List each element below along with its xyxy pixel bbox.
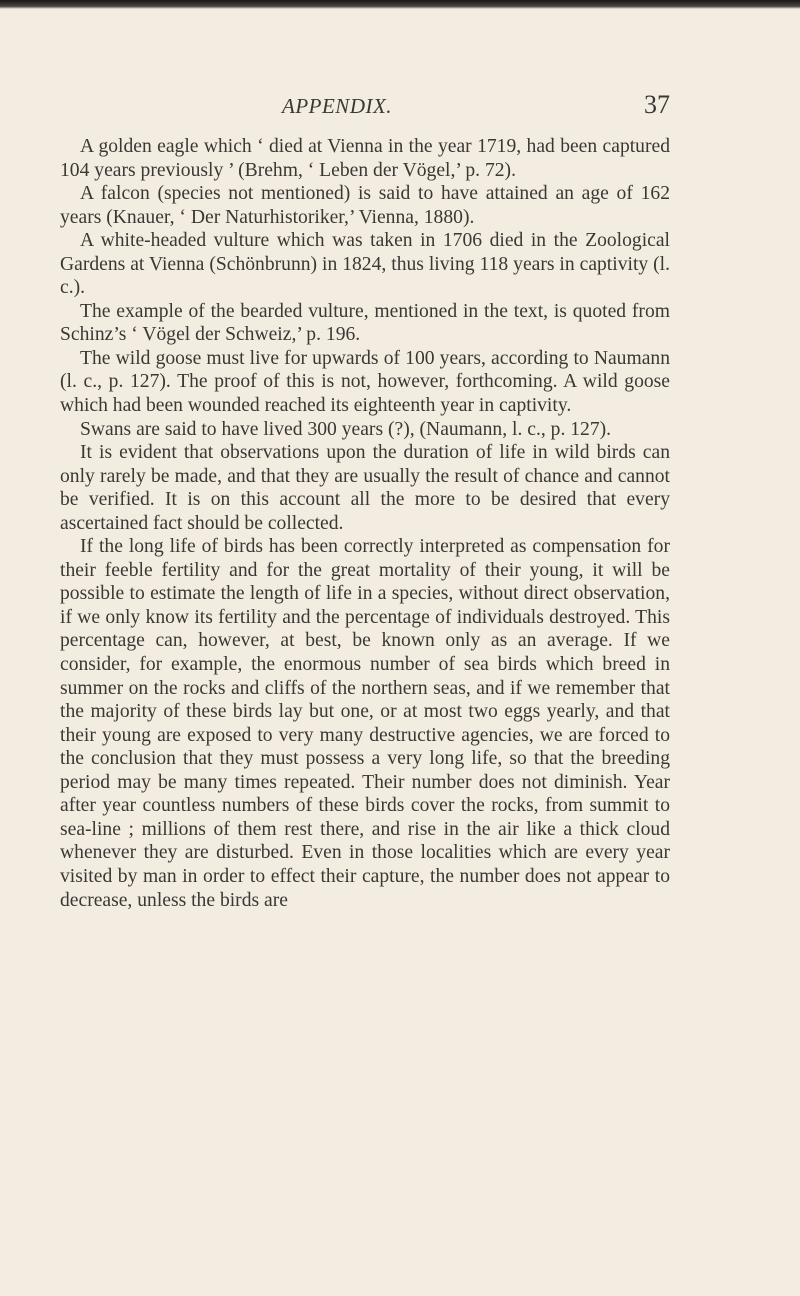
paragraph-vulture: A white-headed vulture which was taken in 1706 died in the Zoological Gardens at Vienna (Schönbrunn) in 1824, thus living 118 years in captivity (l. c.). [60, 230, 670, 299]
paragraph-long-life: If the long life of birds has been correctly interpreted as compensation for their feeble fertility and for the great mortality of their young, it will be possible to estimate the length of life in a species, without direct observation, if we only know its fertility and the percentage of individuals destroyed. This percentage can, however, at best, be known only as an average. If we consider, for example, the enormous number of sea birds which breed in summer on the rocks and cliffs of the northern seas, and if we remember that the majority of these birds lay but one, or at most two eggs yearly, and that their young are exposed to very many destructive agencies, we are forced to the conclusion that they must possess a very long life, so that the breeding period may be many times repeated. Their number does not diminish. Year after year countless numbers of these birds cover the rocks, from summit to sea-line ; millions of them rest there, and rise in the air like a thick cloud whenever they are disturbed. Even in those localities which are every year visited by man in order to effect their capture, the number does not appear to decrease, unless the birds are [60, 536, 670, 911]
book-page [60, 90, 670, 912]
paragraph-falcon: A falcon (species not mentioned) is said to have attained an age of 162 years (Knauer, ‘ Der Naturhistoriker,’ Vienna, 1880). [60, 183, 670, 228]
running-head [60, 90, 670, 130]
paragraph-bearded-vulture: The example of the bearded vulture, mentioned in the text, is quoted from Schinz’s ‘ Vögel der Schweiz,’ p. 196. [60, 300, 670, 346]
page-number: 37 [644, 90, 670, 119]
paragraph-golden-eagle: A golden eagle which ‘ died at Vienna in the year 1719, had been captured 104 years previously ’ (Brehm, ‘ Leben der Vögel,’ p. 72). [60, 136, 670, 181]
scan-top-edge [0, 0, 800, 9]
page-title: APPENDIX. [282, 94, 393, 118]
paragraph-observations: It is evident that observations upon the duration of life in wild birds can only rarely be made, and that they are usually the result of chance and cannot be verified. It is on this account all the more to be desired that every ascertained fact should be collected. [60, 442, 670, 534]
paragraph-wild-goose: The wild goose must live for upwards of 100 years, according to Naumann (l. c., p. 127). The proof of this is not, however, forthcoming. A wild goose which had been wounded reached its eighteenth year in captivity. [60, 347, 670, 417]
paragraph-swans: Swans are said to have lived 300 years (?), (Naumann, l. c., p. 127). [80, 418, 612, 440]
body-text [60, 135, 670, 912]
